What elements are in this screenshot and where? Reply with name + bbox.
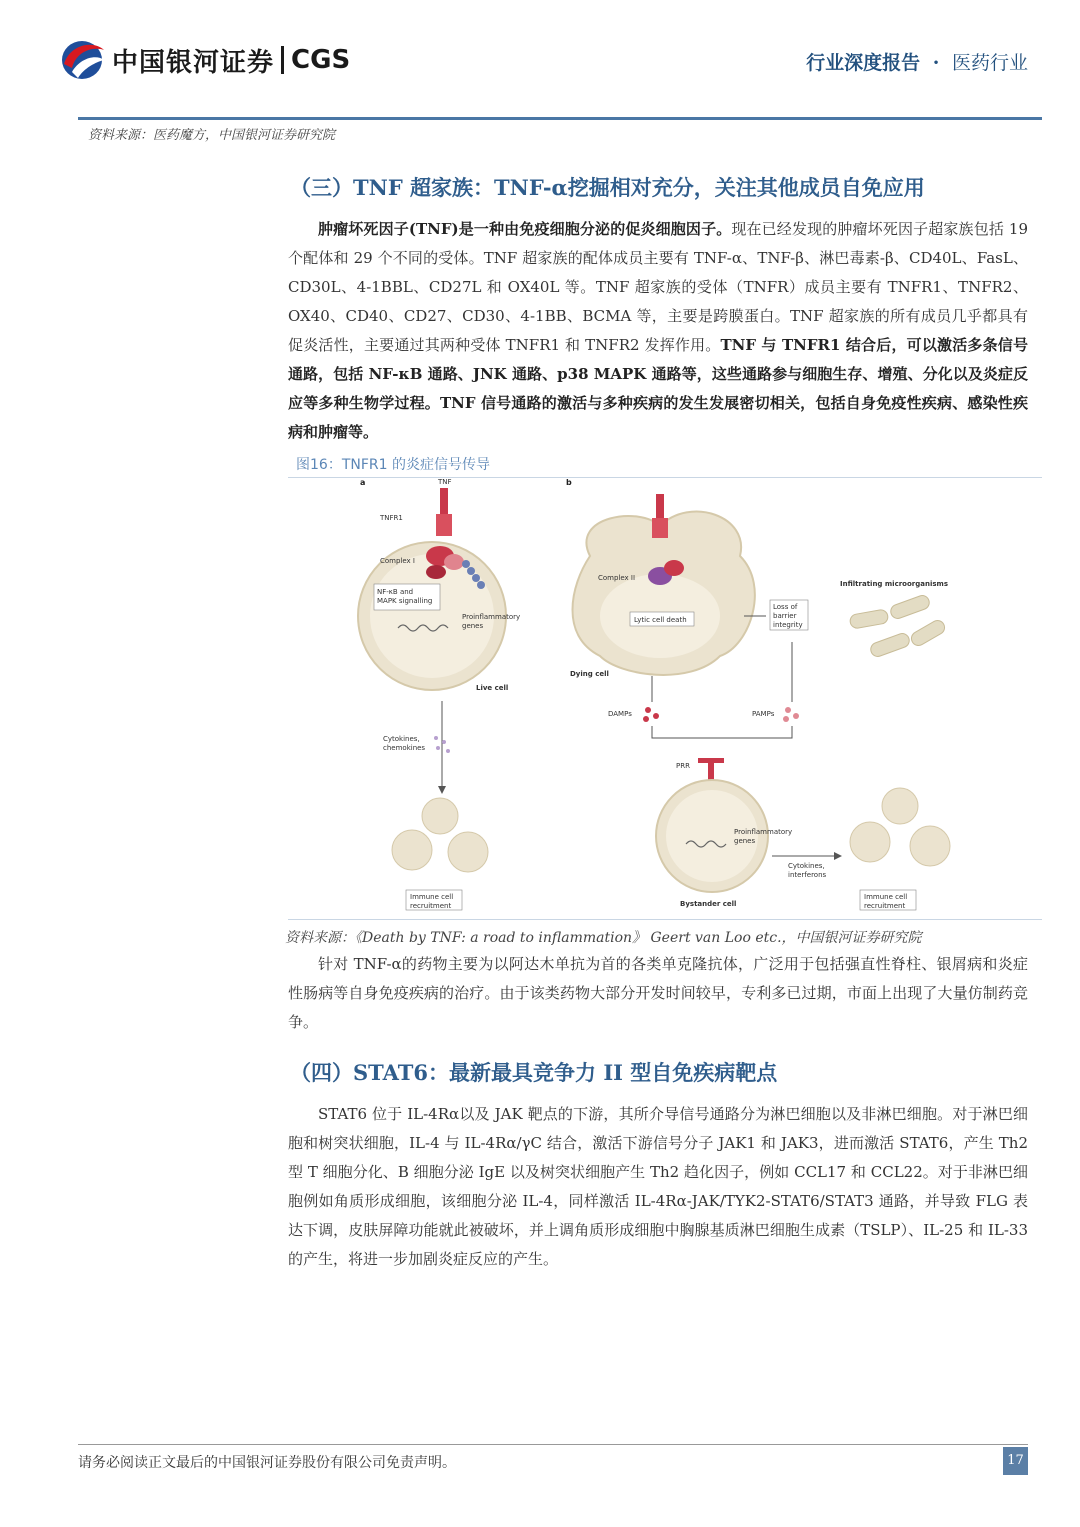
immune-a-2: recruitment [410, 902, 452, 910]
report-industry: 医药行业 [951, 52, 1028, 74]
nfkb-label-1: NF-κB and [377, 588, 414, 596]
figure-source-note: 资料来源：《Death by TNF: a road to inflammation》 Geert van Loo etc.，中国银河证券研究院 [285, 930, 922, 946]
arrowhead-b-icon [834, 852, 842, 860]
section-3-paragraph [288, 215, 1028, 447]
loss-1: Loss of [773, 603, 798, 611]
immune-b-2: recruitment [864, 902, 906, 910]
brand-name-cn: 中国银河证券 [112, 47, 275, 78]
top-source-note: 资料来源：医药魔方，中国银河证券研究院 [88, 128, 336, 143]
footer-disclaimer: 请务必阅读正文最后的中国银河证券股份有限公司免责声明。 [78, 1455, 456, 1471]
prr-label: PRR [676, 762, 690, 770]
bystander-label: Bystander cell [680, 900, 737, 908]
page-header [0, 0, 1080, 120]
immune-cells-a-icon [392, 798, 488, 872]
loss-3: integrity [773, 621, 803, 629]
report-type-label: 行业深度报告 [806, 52, 921, 74]
lytic-label: Lytic cell death [634, 616, 687, 624]
proinflammatory-a-2: genes [462, 622, 484, 630]
cytokines-a-2: chemokines [383, 744, 426, 752]
panel-b-label: b [566, 478, 572, 487]
report-type [806, 48, 1028, 75]
logo [60, 38, 350, 82]
infiltrating-label: Infiltrating microorganisms [840, 580, 948, 588]
immune-cells-b-icon [850, 788, 950, 866]
immune-a-1: Immune cell [410, 893, 454, 901]
paragraph-tail-bold: TNF 与 TNFR1 结合后，可以激活多条信号通路，包括 NF-κB 通路、JNK 通路、p38 MAPK 通路等，这些通路参与细胞生存、增殖、分化以及炎症反应等多种生物学过程。TNF 信号通路的激活与多种疾病的发生发展密切相关，包括自身免疫性疾病、感染性疾病和肿瘤等。 [288, 336, 1028, 441]
post-figure-paragraph [288, 950, 1028, 1037]
footer-divider [78, 1444, 1028, 1445]
cgs-logo-icon [60, 38, 108, 82]
damps-label: DAMPs [608, 710, 632, 718]
cytokines-a-1: Cytokines, [383, 735, 420, 743]
proinflammatory-b-2: genes [734, 837, 756, 845]
complex-ii-label: Complex II [598, 574, 636, 582]
nfkb-label-2: MAPK signalling [377, 597, 433, 605]
dying-cell-label: Dying cell [570, 670, 609, 678]
paragraph-body: 现在已经发现的肿瘤坏死因子超家族包括 19 个配体和 29 个不同的受体。TNF 超家族的配体成员主要有 TNF-α、TNF-β、淋巴毒素-β、CD40L、FasL、CD30L、4-1BBL、CD27L 和 OX40L 等。TNF 超家族的受体（TNFR）成员主要有 TNFR1、TNFR2、OX40、CD40、CD27、CD30、4-1BB、BCMA 等，主要是跨膜蛋白。TNF 超家族的所有成员几乎都具有促炎活性，主要通过其两种受体 TNFR1 和 TNFR2 发挥作用。 [288, 220, 1028, 354]
section-4-paragraph [288, 1100, 1028, 1274]
damps-dots-icon [643, 707, 659, 722]
proinflammatory-a-1: Proinflammatory [462, 613, 521, 621]
merge-arrow-icon [652, 726, 792, 738]
tnf-label: TNF [438, 478, 452, 486]
proinflammatory-b-1: Proinflammatory [734, 828, 793, 836]
pamps-label: PAMPs [752, 710, 775, 718]
section-3-title: （三）TNF 超家族：TNF-α挖掘相对充分，关注其他成员自免应用 [290, 175, 925, 200]
tnfr1-label: TNFR1 [380, 514, 403, 522]
immune-b-1: Immune cell [864, 893, 908, 901]
panel-a-label: a [360, 478, 366, 487]
complex-i-label: Complex I [380, 557, 415, 565]
pamps-dots-icon [783, 707, 799, 722]
header-divider [78, 117, 1042, 120]
figure-bottom-divider [288, 919, 1042, 920]
post-figure-text: 针对 TNF-α的药物主要为以阿达木单抗为首的各类单克隆抗体，广泛用于包括强直性脊柱、银屑病和炎症性肠病等自身免疫疾病的治疗。由于该类药物大部分开发时间较早，专利多已过期，市面上出现了大量仿制药竞争。 [288, 955, 1028, 1031]
cytokines-b-1: Cytokines, [788, 862, 825, 870]
brand-divider [281, 46, 284, 74]
cytokines-b-2: interferons [788, 871, 827, 879]
brand-name-en: CGS [291, 45, 351, 75]
report-type-separator: · [932, 52, 940, 74]
loss-2: barrier [773, 612, 797, 620]
page-number: 17 [1003, 1447, 1028, 1475]
section-4-text: STAT6 位于 IL-4Rα以及 JAK 靶点的下游，其所介导信号通路分为淋巴细胞以及非淋巴细胞。对于淋巴细胞和树突状细胞，IL-4 与 IL-4Rα/γC 结合，激活下游信号分子 JAK1 和 JAK3，进而激活 STAT6，产生 Th2 型 T 细胞分化、B 细胞分泌 IgE 以及树突状细胞产生 Th2 趋化因子，例如 CCL17 和 CCL22。对于非淋巴细胞例如角质形成细胞，该细胞分泌 IL-4，同样激活 IL-4Rα-JAK/TYK2-STAT6/STAT3 通路，并导致 FLG 表达下调，皮肤屏障功能就此被破坏，并上调角质形成细胞中胸腺基质淋巴细胞生成素（TSLP）、IL-25 和 IL-33 的产生，将进一步加剧炎症反应的产生。 [288, 1105, 1028, 1268]
paragraph-lead-bold: 肿瘤坏死因子(TNF)是一种由免疫细胞分泌的促炎细胞因子。 [318, 220, 732, 238]
arrowhead-icon [438, 786, 446, 794]
section-4-title: （四）STAT6：最新最具竞争力 II 型自免疾病靶点 [290, 1060, 778, 1085]
tnfr1-signalling-figure [340, 476, 990, 916]
bacteria-icon [849, 594, 947, 659]
figure-16-caption: 图16：TNFR1 的炎症信号传导 [288, 452, 1042, 478]
live-cell-label: Live cell [476, 684, 509, 692]
bystander-inner [666, 790, 758, 882]
